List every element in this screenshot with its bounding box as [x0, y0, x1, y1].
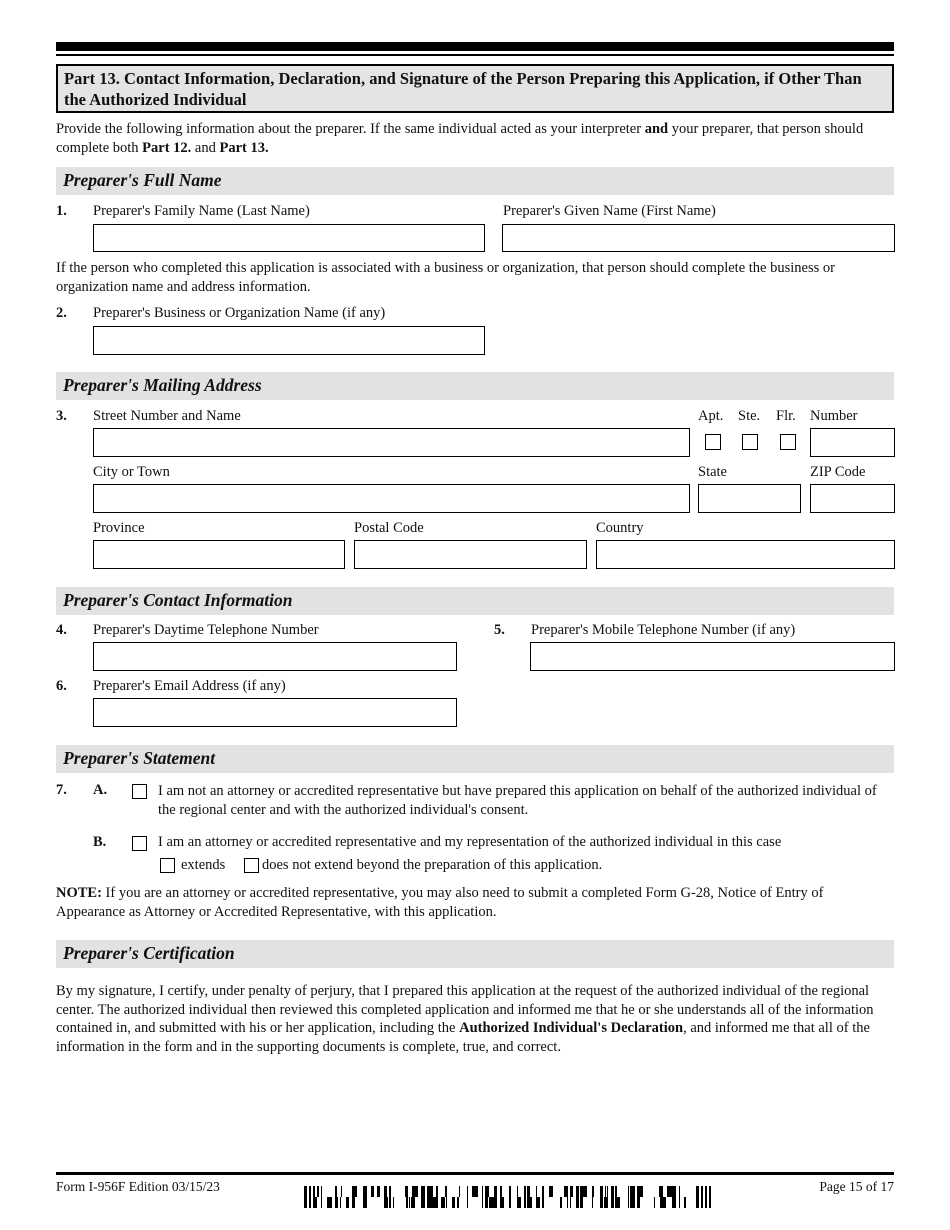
- barcode-bar: [696, 1186, 699, 1208]
- statement-a-checkbox[interactable]: [132, 784, 147, 799]
- extends-label: extends: [181, 857, 226, 873]
- given-name-input[interactable]: [502, 224, 895, 252]
- barcode-bar: [500, 1186, 502, 1208]
- family-name-input[interactable]: [93, 224, 485, 252]
- note-text: If you are an attorney or accredited representative, you may also need to submit a completed Form G-28, Notice of Entry of Appearance as Attorney or Accredited Representative, with this application.: [56, 885, 824, 920]
- barcode-bar: [570, 1186, 571, 1208]
- barcode-bar: [364, 1186, 367, 1208]
- city-label: City or Town: [93, 464, 170, 480]
- item-3-number: 3.: [56, 408, 67, 424]
- family-name-label: Preparer's Family Name (Last Name): [93, 203, 310, 219]
- barcode-bar: [661, 1186, 663, 1208]
- barcode-bar: [389, 1186, 391, 1208]
- state-label: State: [698, 464, 727, 480]
- barcode-bar: [520, 1197, 521, 1208]
- barcode-bar: [576, 1186, 579, 1208]
- daytime-phone-input[interactable]: [93, 642, 457, 671]
- barcode-bar: [679, 1186, 680, 1208]
- part-intro: [56, 120, 894, 157]
- full-name-heading: Preparer's Full Name: [63, 170, 222, 190]
- barcode-bar: [346, 1197, 349, 1208]
- item-1-number: 1.: [56, 203, 67, 219]
- item-4-number: 4.: [56, 622, 67, 638]
- barcode-bar: [317, 1186, 319, 1197]
- barcode-bar: [405, 1186, 406, 1197]
- barcode-bar: [592, 1186, 593, 1208]
- intro-part12: Part 12.: [142, 139, 192, 156]
- barcode-bar: [384, 1186, 387, 1208]
- barcode-bar: [701, 1186, 703, 1208]
- province-input[interactable]: [93, 540, 345, 569]
- extends-checkbox[interactable]: [160, 858, 175, 873]
- barcode-bar: [672, 1186, 674, 1208]
- barcode-bar: [452, 1197, 455, 1208]
- barcode-bar: [606, 1197, 607, 1208]
- mobile-phone-label: Preparer's Mobile Telephone Number (if any): [531, 622, 796, 638]
- barcode-bar: [509, 1186, 511, 1208]
- barcode-bar: [475, 1186, 478, 1197]
- barcode-bar: [414, 1186, 415, 1208]
- barcode-bar: [605, 1186, 606, 1208]
- unit-number-input[interactable]: [810, 428, 895, 457]
- barcode-bar: [459, 1186, 460, 1197]
- item-5-number: 5.: [494, 622, 505, 638]
- mobile-phone-input[interactable]: [530, 642, 895, 671]
- barcode-bar: [430, 1186, 433, 1208]
- intro-and2: and: [191, 139, 220, 156]
- business-name-input[interactable]: [93, 326, 485, 355]
- barcode-bar: [585, 1186, 587, 1197]
- country-label: Country: [596, 520, 644, 536]
- barcode-bar: [663, 1197, 666, 1208]
- barcode-bar: [542, 1186, 544, 1208]
- barcode-bar: [335, 1186, 337, 1208]
- intro-text-2: your preparer, that person should complete both: [56, 121, 864, 156]
- barcode-bar: [593, 1186, 594, 1197]
- postal-code-input[interactable]: [354, 540, 587, 569]
- city-input[interactable]: [93, 484, 690, 513]
- barcode-bar: [494, 1186, 497, 1208]
- contact-info-section: [56, 587, 894, 615]
- barcode-bar: [329, 1197, 332, 1208]
- barcode-bar: [617, 1197, 620, 1208]
- email-label: Preparer's Email Address (if any): [93, 678, 286, 694]
- part-13-header: [56, 64, 894, 113]
- barcode-bar: [607, 1186, 608, 1208]
- barcode-bar: [378, 1186, 380, 1197]
- apt-checkbox[interactable]: [705, 434, 721, 450]
- not-extend-checkbox[interactable]: [244, 858, 259, 873]
- barcode-bar: [518, 1197, 520, 1208]
- street-label: Street Number and Name: [93, 408, 241, 424]
- barcode-bar: [412, 1186, 414, 1208]
- top-thin-rule: [56, 54, 894, 56]
- barcode-bar: [315, 1197, 317, 1208]
- barcode-bar: [387, 1197, 388, 1208]
- barcode-bar: [492, 1197, 494, 1208]
- part-13-title: Part 13. Contact Information, Declaration, and Signature of the Person Preparing this Application, if Other Than the Authorized Individual: [64, 69, 862, 109]
- barcode-bar: [409, 1197, 410, 1208]
- barcode-bar: [537, 1197, 540, 1208]
- barcode-bar: [536, 1186, 537, 1208]
- barcode-bar: [411, 1197, 412, 1208]
- barcode-bar: [502, 1197, 504, 1208]
- ste-label: Ste.: [738, 408, 761, 424]
- ste-checkbox[interactable]: [742, 434, 758, 450]
- not-extend-label: does not extend beyond the preparation of this application.: [262, 857, 603, 873]
- barcode-bar: [415, 1186, 418, 1197]
- barcode-bar: [524, 1186, 526, 1208]
- barcode-bar: [355, 1186, 357, 1197]
- footer-rule: [56, 1172, 894, 1175]
- page-number: Page 15 of 17: [819, 1179, 894, 1194]
- barcode-bar: [709, 1186, 711, 1208]
- full-name-section: [56, 167, 894, 195]
- certification-text: [56, 982, 894, 1056]
- barcode-image: [304, 1186, 712, 1208]
- barcode-bar: [604, 1197, 605, 1208]
- daytime-phone-label: Preparer's Daytime Telephone Number: [93, 622, 319, 638]
- barcode-bar: [321, 1186, 322, 1208]
- barcode-bar: [659, 1186, 660, 1197]
- barcode-bar: [482, 1186, 483, 1208]
- barcode-bar: [436, 1186, 438, 1208]
- barcode-bar: [637, 1186, 640, 1208]
- province-label: Province: [93, 520, 145, 536]
- mailing-address-heading: Preparer's Mailing Address: [63, 375, 262, 395]
- item-2-number: 2.: [56, 305, 67, 321]
- barcode-bar: [640, 1186, 643, 1197]
- barcode-bar: [630, 1186, 633, 1208]
- barcode-bar: [530, 1197, 532, 1208]
- certification-text-1: By my signature, I certify, under penalty of perjury, that I prepared this application at the request of the authorized individual of the regional center. The authorized individual then reviewed this completed application and informed me that he or she understands all of the information contained in, and submitted with his or her application, including the: [56, 983, 874, 1036]
- barcode-bar: [571, 1186, 572, 1197]
- barcode-bar: [313, 1186, 315, 1208]
- barcode-bar: [611, 1186, 614, 1208]
- statement-b-label: B.: [93, 834, 107, 850]
- barcode-bar: [583, 1186, 585, 1197]
- top-thick-rule: [56, 42, 894, 51]
- barcode-bar: [371, 1186, 374, 1197]
- barcode-bar: [660, 1186, 661, 1208]
- barcode-bar: [341, 1186, 342, 1197]
- barcode-bar: [550, 1186, 553, 1197]
- statement-heading: Preparer's Statement: [63, 748, 216, 768]
- country-input[interactable]: [596, 540, 895, 569]
- barcode-bar: [427, 1186, 430, 1208]
- barcode-bar: [580, 1186, 583, 1208]
- barcode-bar: [446, 1186, 447, 1208]
- barcode-bar: [327, 1197, 329, 1208]
- barcode-bar: [549, 1186, 550, 1197]
- barcode-bar: [654, 1197, 655, 1208]
- certification-text-2: , and informed me that all of the information in the form and in the supporting documents is complete, true, and correct.: [56, 1020, 870, 1055]
- barcode-bar: [488, 1186, 489, 1197]
- zip-input[interactable]: [810, 484, 895, 513]
- certification-bold: Authorized Individual's Declaration: [459, 1020, 684, 1036]
- note: [56, 884, 894, 921]
- barcode-bar: [517, 1186, 518, 1208]
- barcode-bar: [667, 1186, 669, 1197]
- barcode-bar: [304, 1186, 307, 1208]
- barcode-bar: [441, 1197, 442, 1208]
- barcode-bar: [615, 1186, 617, 1208]
- barcode-bar: [423, 1186, 425, 1208]
- barcode-bar: [705, 1186, 707, 1208]
- barcode-bar: [337, 1197, 338, 1208]
- intro-text-1: Provide the following information about the preparer. If the same individual acted as your interpreter: [56, 121, 645, 137]
- barcode-bar: [600, 1186, 603, 1208]
- barcode-bar: [340, 1197, 341, 1208]
- flr-label: Flr.: [776, 408, 796, 424]
- barcode-bar: [527, 1186, 530, 1208]
- intro-and: and: [644, 121, 669, 137]
- barcode-bar: [669, 1186, 672, 1197]
- barcode-bar: [309, 1186, 311, 1208]
- statement-a-label: A.: [93, 782, 108, 798]
- item-7-number: 7.: [56, 782, 67, 798]
- barcode-bar: [377, 1186, 378, 1197]
- statement-b-checkbox[interactable]: [132, 836, 147, 851]
- barcode-bar: [352, 1186, 355, 1208]
- barcode-bar: [628, 1186, 629, 1208]
- apt-label: Apt.: [698, 408, 724, 424]
- item-6-number: 6.: [56, 678, 67, 694]
- barcode-bar: [633, 1186, 635, 1208]
- barcode-bar: [363, 1186, 364, 1208]
- barcode-bar: [472, 1186, 475, 1197]
- email-input[interactable]: [93, 698, 457, 727]
- barcode-bar: [489, 1197, 492, 1208]
- barcode-bar: [567, 1186, 568, 1208]
- barcode-bar: [406, 1186, 408, 1208]
- barcode-bar: [433, 1197, 436, 1208]
- flr-checkbox[interactable]: [780, 434, 796, 450]
- statement-b-text: I am an attorney or accredited representative and my representation of the authorized individual in this case: [158, 834, 782, 850]
- zip-label: ZIP Code: [810, 464, 866, 480]
- business-name-label: Preparer's Business or Organization Name (if any): [93, 305, 386, 321]
- given-name-label: Preparer's Given Name (First Name): [503, 203, 716, 219]
- postal-code-label: Postal Code: [354, 520, 424, 536]
- contact-info-heading: Preparer's Contact Information: [63, 590, 293, 610]
- barcode-bar: [442, 1197, 445, 1208]
- barcode-bar: [684, 1197, 686, 1208]
- statement-section: [56, 745, 894, 773]
- statement-a-text: I am not an attorney or accredited representative but have prepared this application on behalf of the authorized individual of the regional center and with the authorized individual's consent.: [158, 783, 877, 818]
- certification-section: [56, 940, 894, 968]
- barcode-bar: [674, 1186, 676, 1208]
- certification-heading: Preparer's Certification: [63, 943, 235, 963]
- number-label: Number: [810, 408, 858, 424]
- barcode-bar: [572, 1186, 573, 1197]
- barcode-bar: [457, 1197, 459, 1208]
- barcode-bar: [485, 1186, 488, 1208]
- form-id: Form I-956F Edition 03/15/23: [56, 1179, 220, 1194]
- mailing-address-section: [56, 372, 894, 400]
- business-note: If the person who completed this application is associated with a business or organization, that person should complete the business or organization name and address information.: [56, 260, 835, 295]
- barcode-bar: [445, 1186, 446, 1197]
- barcode-bar: [564, 1186, 567, 1197]
- barcode-bar: [393, 1197, 394, 1208]
- state-select[interactable]: [698, 484, 801, 513]
- note-label: NOTE:: [56, 885, 102, 901]
- barcode-bar: [467, 1186, 468, 1208]
- intro-part13: Part 13.: [219, 139, 269, 156]
- barcode-bar: [421, 1186, 423, 1208]
- street-input[interactable]: [93, 428, 690, 457]
- barcode-bar: [560, 1197, 562, 1208]
